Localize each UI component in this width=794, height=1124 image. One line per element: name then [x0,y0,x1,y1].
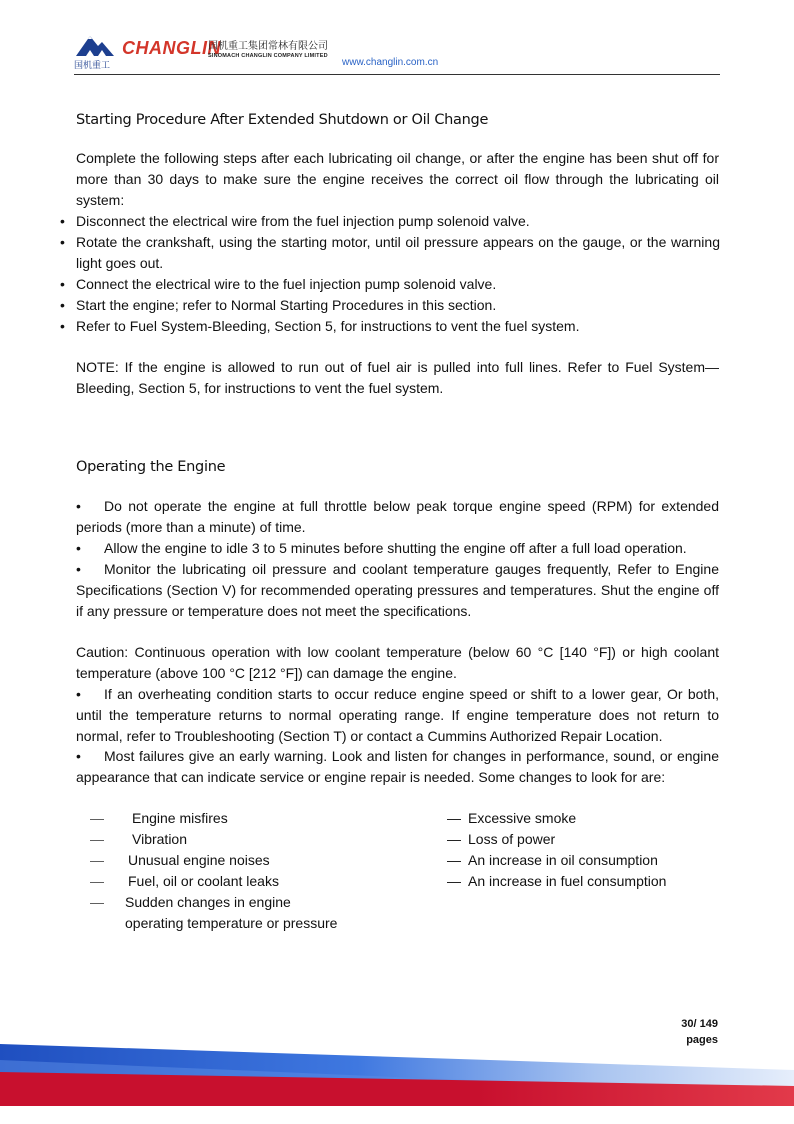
bullet-icon: • [76,498,81,514]
brand-name: CHANGLIN [122,38,221,58]
company-name-chinese: 国机重工集团常林有限公司 [208,41,328,52]
page-count: 30/ 149 [681,1018,718,1030]
list-item: • Refer to Fuel System-Bleeding, Section 5, for instructions to vent the fuel system. [60,316,720,337]
section-heading-starting-procedure: Starting Procedure After Extended Shutdown or Oil Change [76,112,489,128]
intro-paragraph: Complete the following steps after each lubricating oil change, or after the engine has been shut off for more than 30 days to make sure the engine receives the correct oil flow through the lubricating oil system: [76,150,719,208]
company-name-english: SINOMACH CHANGLIN COMPANY LIMITED [208,53,328,59]
symptom-item: — Excessive smoke [447,808,576,829]
bullet-icon: • [76,540,81,556]
dash-icon: — [447,831,461,847]
note-paragraph: NOTE: If the engine is allowed to run out of fuel air is pulled into full lines. Refer to Fuel System—Bleeding, Section 5, for instructions to vent the fuel system. [76,359,719,396]
bullet-icon: • [76,686,81,702]
caution-paragraph: Caution: Continuous operation with low coolant temperature (below 60 °C [140 °F]) or high coolant temperature (above 100 °C [212 °F]) can damage the engine. [76,644,719,681]
list-item: • Start the engine; refer to Normal Starting Procedures in this section. [60,295,720,316]
symptom-item: — Loss of power [447,829,555,850]
symptom-item: — Sudden changes in engine [90,892,291,913]
symptom-item: — Vibration [90,829,187,850]
dash-icon: — [447,852,461,868]
list-item: • Connect the electrical wire to the fuel injection pump solenoid valve. [60,274,720,295]
list-item: • If an overheating condition starts to occur reduce engine speed or shift to a lower gear, Or both, until the temperature returns to normal operating range. If engine temperature does not return to normal, refer to Troubleshooting (Section T) or contact a Cummins Authorized Repair Location. [76,686,719,744]
sinomach-logo-icon [76,30,114,56]
dash-icon: — [90,852,104,868]
footer-stripe-graphic [0,1030,794,1124]
symptom-item: — An increase in fuel consumption [447,871,666,892]
header-divider [74,74,720,75]
list-item: • Disconnect the electrical wire from the fuel injection pump solenoid valve. [60,211,720,232]
bullet-icon: • [60,318,65,334]
dash-icon: — [447,810,461,826]
list-item: • Allow the engine to idle 3 to 5 minutes before shutting the engine off after a full load operation. [76,538,719,559]
list-item: • Do not operate the engine at full throttle below peak torque engine speed (RPM) for extended periods (more than a minute) of time. [76,498,719,535]
section-heading-operating-engine: Operating the Engine [76,459,226,475]
symptom-item: — Fuel, oil or coolant leaks [90,871,279,892]
dash-icon: — [90,810,104,826]
dash-icon: — [447,873,461,889]
bullet-icon: • [60,234,65,250]
symptom-item: — Unusual engine noises [90,850,270,871]
bullet-icon: • [60,276,65,292]
dash-icon: — [90,894,104,910]
symptom-item: — Engine misfires [90,808,228,829]
website-link[interactable]: www.changlin.com.cn [342,57,439,68]
bullet-icon: • [76,748,81,764]
dash-icon: — [90,831,104,847]
symptom-item-continued: operating temperature or pressure [125,915,338,931]
dash-icon: — [90,873,104,889]
list-item: • Rotate the crankshaft, using the starting motor, until oil pressure appears on the gauge, or the warning light goes out. [60,234,720,271]
symptom-item: — An increase in oil consumption [447,850,658,871]
bullet-icon: • [76,561,81,577]
page-label: pages [686,1034,718,1046]
logo-chinese-text: 国机重工 [74,61,111,71]
bullet-icon: • [60,213,65,229]
bullet-icon: • [60,297,65,313]
list-item: • Monitor the lubricating oil pressure and coolant temperature gauges frequently, Refer to Engine Specifications (Section V) for recommended operating pressures and temperatures. Shut the engine off if any pressure or temperature does not meet the specifications. [76,561,719,619]
page-header [74,28,720,76]
list-item: • Most failures give an early warning. Look and listen for changes in performance, sound, or engine appearance that can indicate service or engine repair is needed. Some changes to look for are: [76,748,719,785]
